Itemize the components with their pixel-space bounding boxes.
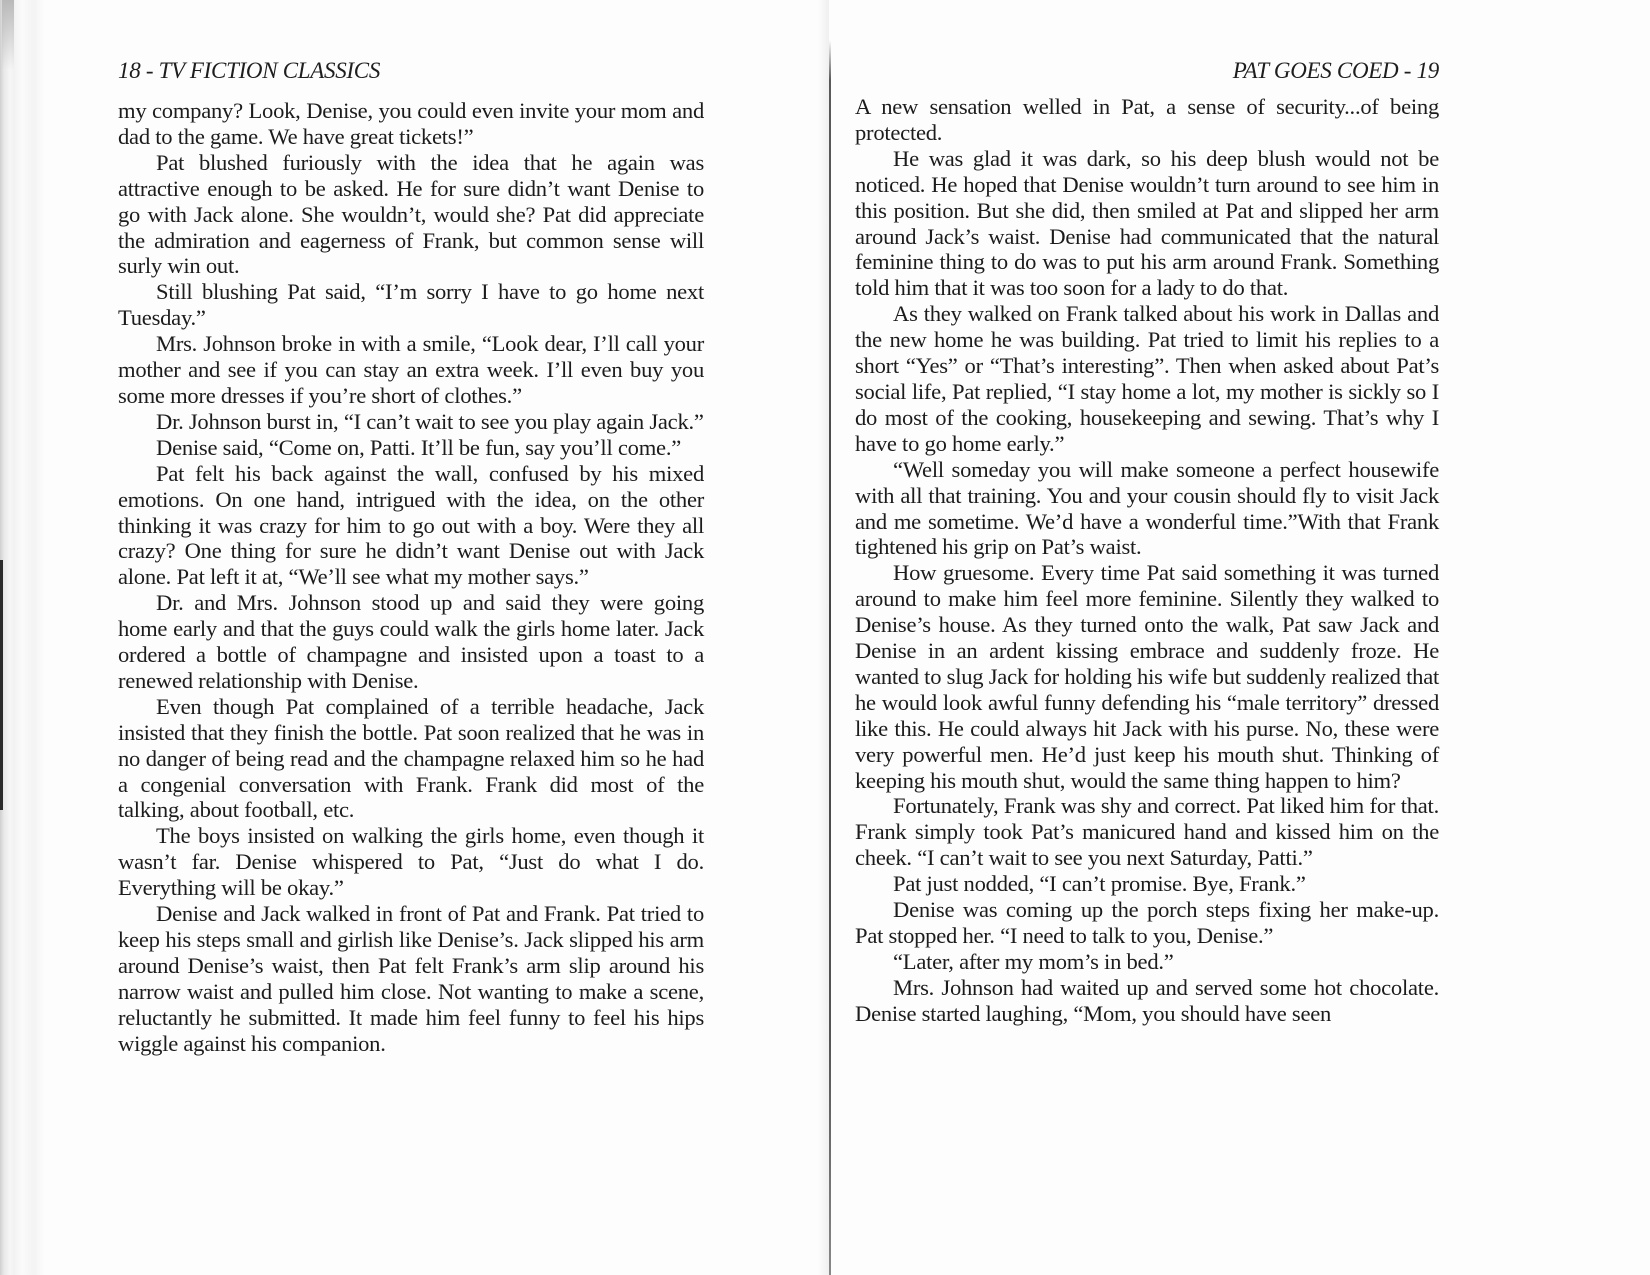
paragraph: Dr. and Mrs. Johnson stood up and said they were going home early and that the guys could walk the girls home later. Jack ordered a bottle of champagne and insisted upon a toast to a renewed relationship with Denise. bbox=[118, 590, 704, 693]
left-page-body bbox=[118, 98, 704, 1057]
paragraph: A new sensation welled in Pat, a sense of security...of being protected. bbox=[855, 94, 1439, 145]
paragraph: Denise was coming up the porch steps fixing her make-up. Pat stopped her. “I need to talk to you, Denise.” bbox=[855, 897, 1439, 948]
paragraph: How gruesome. Every time Pat said something it was turned around to make him feel more feminine. Silently they walked to Denise’s house. As they turned onto the walk, Pat saw Jack and Denise in an ardent kissing embrace and suddenly froze. He wanted to slug Jack for holding his wife but suddenly realized that he would look awful funny defending his “male territory” dressed like this. He could always hit Jack with his purse. No, these were very powerful men. He’d just keep his mouth shut. Thinking of keeping his mouth shut, would the same thing happen to him? bbox=[855, 560, 1439, 793]
paragraph: He was glad it was dark, so his deep blush would not be noticed. He hoped that Denise wouldn’t turn around to see him in this position. But she did, then smiled at Pat and slipped her arm around Jack’s waist. Denise had communicated that the natural feminine thing to do was to put his arm around Frank. Something told him that it was too soon for a lady to do that. bbox=[855, 145, 1439, 301]
paragraph: As they walked on Frank talked about his work in Dallas and the new home he was building. Pat tried to limit his replies to a short “Yes” or “That’s interesting”. Then when asked about Pat’s social life, Pat replied, “I stay home a lot, my mother is sickly so I do most of the cooking, housekeeping and sewing. That’s why I have to go home early.” bbox=[855, 301, 1439, 456]
paragraph: “Well someday you will make someone a perfect housewife with all that training. You and your cousin should fly to visit Jack and me sometime. We’d have a wonderful time.”With that Frank tightened his grip on Pat’s waist. bbox=[855, 456, 1439, 560]
paragraph: Pat blushed furiously with the idea that he again was attractive enough to be asked. He for sure didn’t want Denise to go with Jack alone. She wouldn’t, would she? Pat did appreciate the admiration and eagerness of Frank, but common sense will surly win out. bbox=[118, 149, 704, 279]
paragraph: Denise said, “Come on, Patti. It’ll be fun, say you’ll come.” bbox=[156, 434, 681, 460]
paragraph: my company? Look, Denise, you could even invite your mom and dad to the game. We have great tickets!” bbox=[118, 98, 704, 149]
scan-edge-shadow bbox=[0, 0, 44, 1275]
book-spine-gutter bbox=[829, 40, 831, 1275]
right-page-body bbox=[855, 94, 1439, 1027]
scan-edge-mark bbox=[0, 560, 3, 810]
paragraph: Pat just nodded, “I can’t promise. Bye, Frank.” bbox=[893, 871, 1306, 897]
paragraph: “Later, after my mom’s in bed.” bbox=[893, 948, 1174, 974]
paragraph: Still blushing Pat said, “I’m sorry I have to go home next Tuesday.” bbox=[118, 279, 704, 331]
paragraph: Even though Pat complained of a terrible headache, Jack insisted that they finish the bottle. Pat soon realized that he was in no danger of being read and the champagne relaxed him so he had a congenial conversation with Frank. Frank did most of the talking, about football, etc. bbox=[118, 693, 704, 823]
paragraph: Fortunately, Frank was shy and correct. Pat liked him for that. Frank simply took Pat’s manicured hand and kissed him on the cheek. “I can’t wait to see you next Saturday, Patti.” bbox=[855, 793, 1439, 871]
paragraph: Denise and Jack walked in front of Pat and Frank. Pat tried to keep his steps small and girlish like Denise’s. Jack slipped his arm around Denise’s waist, then Pat felt Frank’s arm slip around his narrow waist and pulled him close. Not wanting to make a scene, reluctantly he submitted. It made him feel funny to feel his hips wiggle against his companion. bbox=[118, 901, 704, 1056]
right-running-head: PAT GOES COED - 19 bbox=[1232, 58, 1439, 83]
spine-shadow bbox=[818, 0, 829, 1275]
paragraph: The boys insisted on walking the girls home, even though it wasn’t far. Denise whispered to Pat, “Just do what I do. Everything will be okay.” bbox=[118, 823, 704, 901]
left-running-head: 18 - TV FICTION CLASSICS bbox=[118, 58, 381, 83]
paragraph: Mrs. Johnson had waited up and served some hot chocolate. Denise started laughing, “Mom, you should have seen bbox=[855, 974, 1439, 1026]
paragraph: Mrs. Johnson broke in with a smile, “Look dear, I’ll call your mother and see if you can stay an extra week. I’ll even buy you some more dresses if you’re short of clothes.” bbox=[118, 331, 704, 408]
paragraph: Dr. Johnson burst in, “I can’t wait to see you play again Jack.” bbox=[156, 408, 704, 434]
scan-smudge bbox=[2, 0, 14, 70]
paragraph: Pat felt his back against the wall, confused by his mixed emotions. On one hand, intrigued with the idea, on the other thinking it was crazy for him to go out with a boy. Were they all crazy? One thing for sure he didn’t want Denise out with Jack alone. Pat left it at, “We’ll see what my mother says.” bbox=[118, 460, 704, 590]
